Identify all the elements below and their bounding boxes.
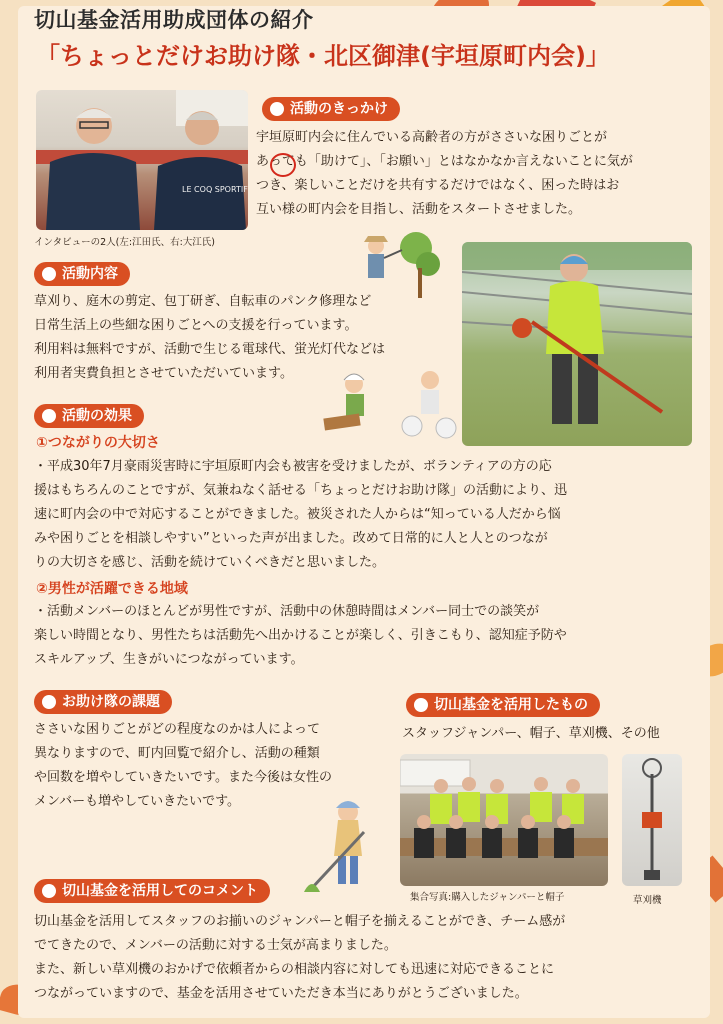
effects-text-1: ・平成30年7月豪雨災害時に宇垣原町内会も被害を受けましたが、ボランティアの方の応 援はもちろんのことですが、気兼ねなく話せる「ちょっとだけお助け隊」の活動により、迅 速に町内会の中で対応することができました。被災された人からは“知っている人だから悩 みや困りごとを相談しやすい”といった声が出ました。改めて日常的に人と人とのつなが りの大切さを感じ、活動を続けていくべきだと思いました。 bbox=[34, 459, 568, 570]
group-members-illustration bbox=[400, 754, 608, 886]
mowing-worker-illustration bbox=[462, 242, 692, 446]
section-label-activity: 活動内容 bbox=[34, 262, 130, 286]
group-photo-caption: 集合写真:購入したジャンパーと帽子 bbox=[410, 892, 565, 903]
section-label-issues: お助け隊の課題 bbox=[34, 690, 172, 714]
section-label-effects: 活動の効果 bbox=[34, 404, 144, 428]
page-kicker: 切山基金活用助成団体の紹介 bbox=[34, 8, 314, 32]
circle-annotation bbox=[270, 153, 296, 177]
gardener-illustration bbox=[358, 228, 442, 300]
helpers-illustration bbox=[320, 366, 460, 444]
group-photo bbox=[400, 754, 608, 886]
section-label-used: 切山基金を活用したもの bbox=[406, 693, 600, 717]
mowing-photo bbox=[462, 242, 692, 446]
interview-caption: インタビューの2人(左:江田氏、右:大江氏) bbox=[34, 237, 215, 248]
shirt-text: LE COQ SPORTIF bbox=[182, 185, 248, 194]
comment-text: 切山基金を活用してスタッフのお揃いのジャンパーと帽子を揃えることができ、チーム感が でてきたので、メンバーの活動に対する士気が高まりました。 また、新しい草刈機のおかげで依頼者からの相談内容に対しても迅速に対応できることに つながっていますので、基金を活用させていただき本当にありがとうございました。 bbox=[34, 914, 566, 1001]
interview-people-illustration bbox=[36, 90, 248, 230]
mower-photo bbox=[622, 754, 682, 886]
section-label-comment: 切山基金を活用してのコメント bbox=[34, 879, 270, 903]
page-title: 「ちょっとだけお助け隊・北区御津(宇垣原町内会)」 bbox=[36, 42, 610, 70]
effects-subheading-1: ①つながりの大切さ bbox=[36, 435, 160, 451]
effects-subheading-2: ②男性が活躍できる地域 bbox=[36, 581, 188, 597]
brush-cutter-illustration bbox=[622, 754, 682, 886]
issues-text: ささいな困りごとがどの程度なのかは人によって 異なりますので、町内回覧で紹介し、活動の種類 や回数を増やしていきたいです。また今後は女性の メンバーも増やしていきたいです。 bbox=[34, 722, 332, 809]
interview-photo bbox=[36, 90, 248, 230]
mower-caption: 草刈機 bbox=[633, 895, 662, 906]
used-items: スタッフジャンパー、帽子、草刈機、その他 bbox=[402, 726, 660, 741]
trigger-text: 宇垣原町内会に住んでいる高齢者の方がささいな困りごとが あっても「助けて」、「お願い」とはなかなか言えないことに気が つき、楽しいことだけを共有するだけではなく、困った時はお 互い様の町内会を目指し、活動をスタートさせました。 bbox=[256, 130, 633, 217]
effects-text-2: ・活動メンバーのほとんどが男性ですが、活動中の休憩時間はメンバー同士での談笑が 楽しい時間となり、男性たちは活動先へ出かけることが楽しく、引きこもり、認知症予防や スキルアップ、生きがいにつながっています。 bbox=[34, 604, 567, 667]
woman-mowing-illustration bbox=[304, 796, 384, 896]
activity-text: 草刈り、庭木の剪定、包丁研ぎ、自転車のパンク修理など 日常生活上の些細な困りごとへの支援を行っています。 利用料は無料ですが、活動で生じる電球代、蛍光灯代などは 利用者実費負担とさせていただいています。 bbox=[34, 294, 386, 381]
section-label-trigger: 活動のきっかけ bbox=[262, 97, 400, 121]
